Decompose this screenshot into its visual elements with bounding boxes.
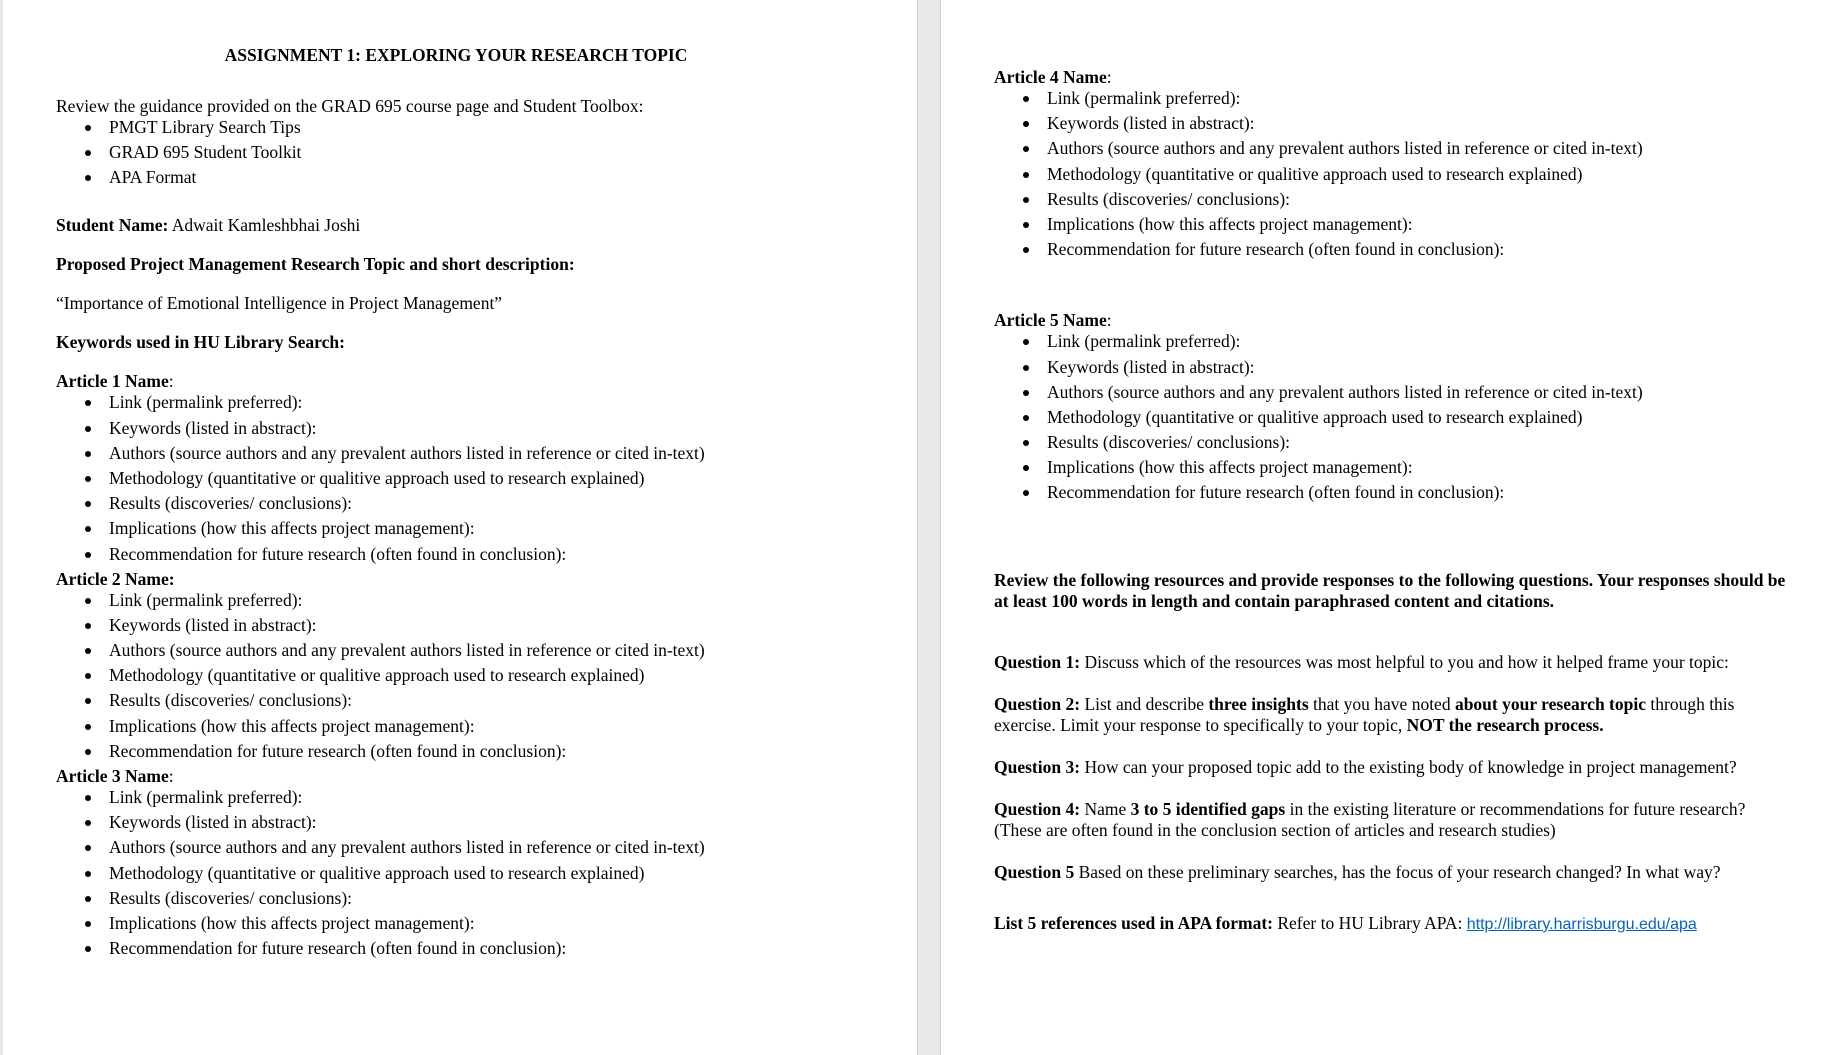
question-2	[994, 694, 1794, 736]
article-3-heading	[56, 766, 896, 787]
article-field: Recommendation for future research (often found in conclusion):	[56, 544, 896, 569]
article-2-fields	[56, 590, 896, 766]
article-1-label: Article 1 Name	[56, 371, 169, 392]
article-2-heading: Article 2 Name:	[56, 568, 175, 589]
article-field: Link (permalink preferred):	[994, 88, 1794, 113]
references-label: List 5 references used in APA format:	[994, 912, 1273, 933]
article-field: Link (permalink preferred):	[994, 331, 1794, 356]
question-4-label: Question 4:	[994, 798, 1081, 819]
article-field: Implications (how this affects project management):	[994, 457, 1794, 482]
article-4-heading	[994, 67, 1794, 88]
article-field: Keywords (listed in abstract):	[56, 615, 896, 640]
article-field: Keywords (listed in abstract):	[994, 113, 1794, 138]
article-field: Recommendation for future research (often found in conclusion):	[994, 239, 1794, 264]
question-4-text: in the existing literature or recommendations for future research? (These are often found in the conclusion section of articles and research studies)	[994, 798, 1746, 840]
question-5-label: Question 5	[994, 861, 1075, 882]
question-5-text: Based on these preliminary searches, has the focus of your research changed? In what way?	[1074, 861, 1721, 882]
review-instructions: Review the following resources and provide responses to the following questions. Your responses should be at least 100 words in length and contain paraphrased content and citations.	[994, 569, 1786, 611]
colon: :	[168, 766, 174, 787]
article-field: Results (discoveries/ conclusions):	[56, 690, 896, 715]
student-name-label: Student Name:	[56, 215, 169, 236]
article-5-label: Article 5 Name	[994, 310, 1107, 331]
article-field: Recommendation for future research (often found in conclusion):	[56, 938, 896, 963]
article-3-label: Article 3 Name	[56, 766, 169, 787]
article-3-fields	[56, 787, 896, 963]
article-field: Methodology (quantitative or qualitive approach used to research explained)	[56, 665, 896, 690]
resource-list	[56, 117, 896, 191]
article-field: Authors (source authors and any prevalent authors listed in reference or cited in-text)	[56, 443, 896, 468]
article-field: Link (permalink preferred):	[56, 590, 896, 615]
references-text: Refer to HU Library APA:	[1272, 912, 1467, 933]
article-field: Link (permalink preferred):	[56, 392, 896, 417]
keywords-label: Keywords used in HU Library Search:	[56, 332, 345, 353]
student-name-line	[56, 215, 896, 236]
resource-item: PMGT Library Search Tips	[56, 117, 896, 142]
resource-item: APA Format	[56, 167, 896, 192]
article-field: Implications (how this affects project management):	[56, 518, 896, 543]
article-field: Implications (how this affects project management):	[994, 214, 1794, 239]
article-field: Authors (source authors and any prevalent authors listed in reference or cited in-text)	[994, 382, 1794, 407]
document-page-left	[3, 0, 918, 1055]
article-field: Results (discoveries/ conclusions):	[56, 493, 896, 518]
article-4-fields	[994, 88, 1794, 264]
topic-label: Proposed Project Management Research Topic and short description:	[56, 254, 575, 275]
question-2-label: Question 2:	[994, 693, 1081, 714]
article-field: Methodology (quantitative or qualitive approach used to research explained)	[56, 863, 896, 888]
topic-value: “Importance of Emotional Intelligence in Project Management”	[56, 293, 503, 314]
colon: :	[1106, 310, 1112, 331]
article-4-label: Article 4 Name	[994, 67, 1107, 87]
article-5-fields	[994, 331, 1794, 507]
question-2-text: that you have noted	[1308, 693, 1455, 714]
article-field: Link (permalink preferred):	[56, 787, 896, 812]
article-field: Authors (source authors and any prevalent authors listed in reference or cited in-text)	[56, 837, 896, 862]
question-1	[994, 652, 1794, 673]
article-field: Authors (source authors and any prevalent authors listed in reference or cited in-text)	[994, 138, 1794, 163]
assignment-title: ASSIGNMENT 1: EXPLORING YOUR RESEARCH TOPIC	[224, 45, 688, 65]
article-field: Methodology (quantitative or qualitive approach used to research explained)	[994, 164, 1794, 189]
article-5-heading	[994, 310, 1794, 331]
references-line	[994, 913, 1794, 935]
resource-item: GRAD 695 Student Toolkit	[56, 142, 896, 167]
student-name-value: Adwait Kamleshbhai Joshi	[168, 215, 361, 236]
question-3-text: How can your proposed topic add to the existing body of knowledge in project management?	[1080, 756, 1737, 777]
page-content	[994, 67, 1794, 935]
article-field: Methodology (quantitative or qualitive approach used to research explained)	[994, 407, 1794, 432]
page-content	[56, 45, 896, 963]
question-3-label: Question 3:	[994, 756, 1081, 777]
article-field: Results (discoveries/ conclusions):	[994, 189, 1794, 214]
article-field: Keywords (listed in abstract):	[56, 812, 896, 837]
question-4-emphasis: 3 to 5 identified gaps	[1130, 798, 1286, 819]
question-2-emphasis: about your research topic	[1454, 693, 1646, 714]
article-field: Recommendation for future research (often found in conclusion):	[56, 741, 896, 766]
intro-text: Review the guidance provided on the GRAD 695 course page and Student Toolbox:	[56, 96, 644, 116]
question-4	[994, 799, 1794, 841]
article-field: Authors (source authors and any prevalent authors listed in reference or cited in-text)	[56, 640, 896, 665]
question-1-text: Discuss which of the resources was most helpful to you and how it helped frame your topic:	[1080, 651, 1729, 672]
colon: :	[168, 371, 174, 392]
question-2-emphasis: three insights	[1208, 693, 1309, 714]
question-1-label: Question 1:	[994, 651, 1081, 672]
document-page-right	[940, 0, 1848, 1055]
article-field: Recommendation for future research (often found in conclusion):	[994, 482, 1794, 507]
colon: :	[1106, 67, 1112, 87]
question-5	[994, 862, 1794, 883]
article-field: Implications (how this affects project management):	[56, 716, 896, 741]
article-field: Results (discoveries/ conclusions):	[56, 888, 896, 913]
question-2-text: List and describe	[1080, 693, 1209, 714]
question-2-emphasis: NOT the research process.	[1406, 714, 1604, 735]
article-field: Methodology (quantitative or qualitive approach used to research explained)	[56, 468, 896, 493]
article-field: Keywords (listed in abstract):	[56, 418, 896, 443]
question-2-text: through this exercise. Limit your response to specifically to your topic,	[994, 693, 1735, 735]
article-field: Keywords (listed in abstract):	[994, 357, 1794, 382]
question-4-text: Name	[1080, 798, 1131, 819]
article-field: Implications (how this affects project management):	[56, 913, 896, 938]
article-1-fields	[56, 392, 896, 568]
article-1-heading	[56, 371, 896, 392]
article-field: Results (discoveries/ conclusions):	[994, 432, 1794, 457]
question-3	[994, 757, 1794, 778]
apa-guide-link[interactable]: http://library.harrisburgu.edu/apa	[1466, 915, 1697, 933]
